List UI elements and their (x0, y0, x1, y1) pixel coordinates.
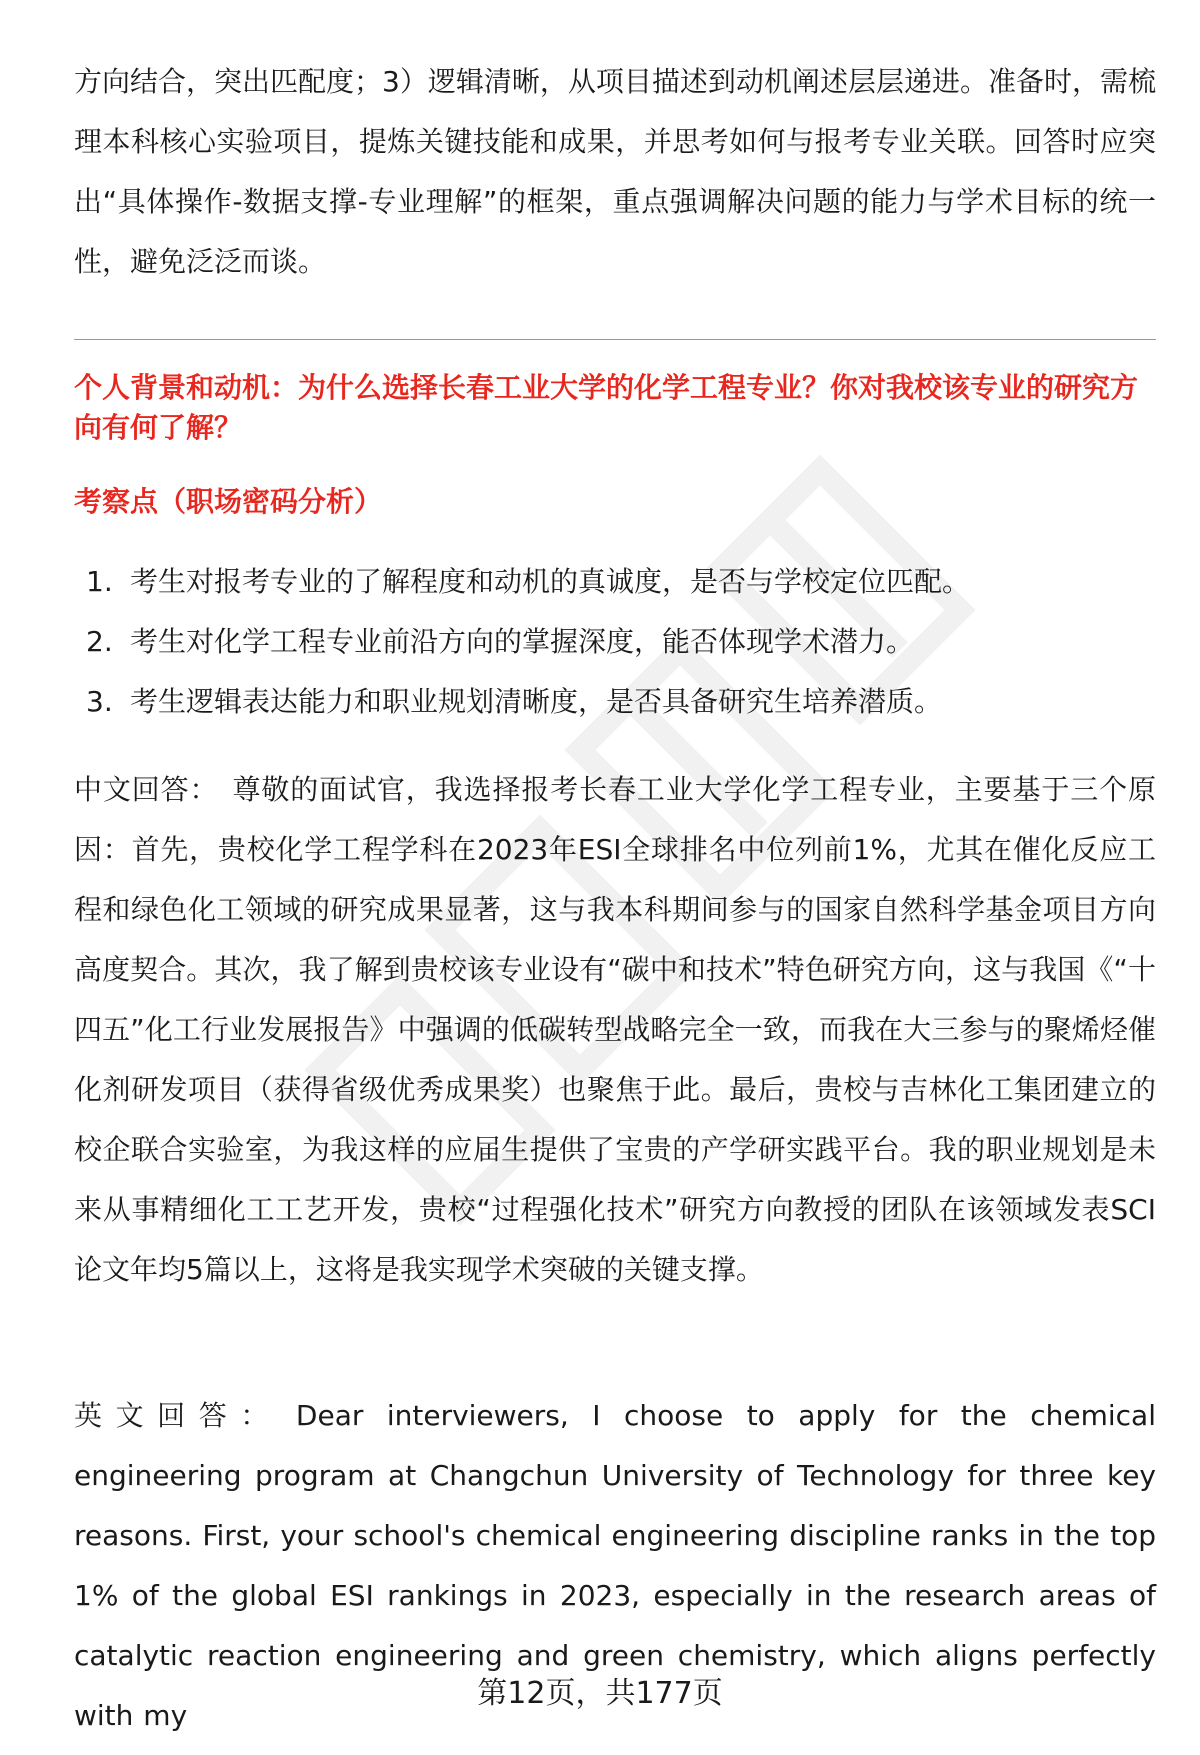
list-item-text: 考生对报考专业的了解程度和动机的真诚度，是否与学校定位匹配。 (130, 565, 971, 598)
list-item-number: 3. (86, 685, 113, 718)
assessment-points-list (74, 552, 1156, 732)
assessment-heading: 考察点（职场密码分析） (74, 485, 383, 518)
chinese-answer (74, 760, 1156, 1300)
chinese-answer-text: 尊敬的面试官，我选择报考长春工业大学化学工程专业，主要基于三个原因：首先，贵校化学工程学科在2023年ESI全球排名中位列前1%，尤其在催化反应工程和绿色化工领域的研究成果显著，这与我本科期间参与的国家自然科学基金项目方向高度契合。其次，我了解到贵校该专业设有“碳中和技术”特色研究方向，这与我国《“十四五”化工行业发展报告》中强调的低碳转型战略完全一致，而我在大三参与的聚烯烃催化剂研发项目（获得省级优秀成果奖）也聚焦于此。最后，贵校与吉林化工集团建立的校企联合实验室，为我这样的应届生提供了宝贵的产学研实践平台。我的职业规划是未来从事精细化工工艺开发，贵校“过程强化技术”研究方向教授的团队在该领域发表SCI论文年均5篇以上，这将是我实现学术突破的关键支撑。 (74, 773, 1156, 1286)
english-answer-label: 英文回答： (74, 1399, 282, 1432)
list-item (74, 552, 1156, 612)
list-item (74, 612, 1156, 672)
page-indicator: 第12页，共177页 (477, 1676, 723, 1711)
list-item (74, 672, 1156, 732)
list-item-number: 2. (86, 625, 113, 658)
document-page (74, 0, 1156, 1755)
section-divider (74, 339, 1156, 340)
list-item-text: 考生对化学工程专业前沿方向的掌握深度，能否体现学术潜力。 (130, 625, 915, 658)
chinese-answer-label: 中文回答： (74, 773, 219, 806)
english-answer-text: Dear interviewers, I choose to apply for the chemical engineering program at Changchun University of Technology for three key reasons. First, your school's chemical engineering discipline ranks in the top 1% of the global ESI rankings in 2023, especially in the research areas of catalytic reaction engineering and green chemistry, which aligns perfectly with my (74, 1399, 1156, 1732)
list-item-text: 考生逻辑表达能力和职业规划清晰度，是否具备研究生培养潜质。 (130, 685, 943, 718)
intro-paragraph: 方向结合，突出匹配度；3）逻辑清晰，从项目描述到动机阐述层层递进。准备时，需梳理本科核心实验项目，提炼关键技能和成果，并思考如何与报考专业关联。回答时应突出“具体操作-数据支撑-专业理解”的框架，重点强调解决问题的能力与学术目标的统一性，避免泛泛而谈。 (74, 65, 1156, 278)
list-item-number: 1. (86, 565, 113, 598)
question-heading: 个人背景和动机：为什么选择长春工业大学的化学工程专业？你对我校该专业的研究方向有何了解？ (74, 371, 1139, 444)
